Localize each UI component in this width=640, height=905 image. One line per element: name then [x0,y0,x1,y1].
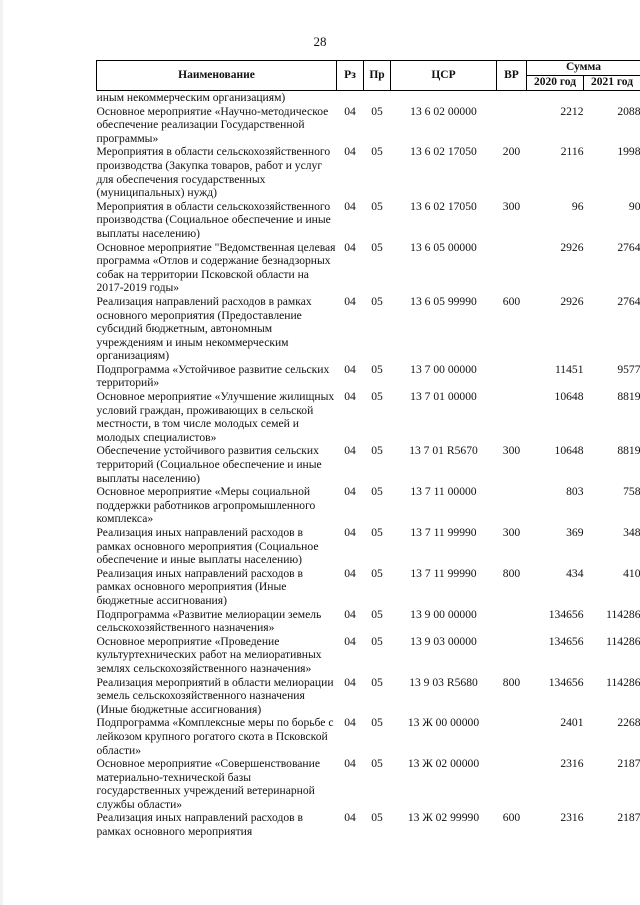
row-sum-2020: 803 [566,485,584,499]
row-vr: 200 [502,145,521,159]
row-sum-2020: 2116 [560,145,584,159]
row-vr [497,485,527,526]
row-rz: 04 [344,294,356,308]
row-name: Основное мероприятие «Проведение культуртехнических работ на мелиоративных землях сельскохозяйственного назначения» [96,634,322,675]
row-name: Обеспечение устойчивого развития сельских территорий (Социальное обеспечение и иные выплаты населению) [96,444,322,485]
row-rz: 04 [344,757,356,771]
row-pr: 05 [371,104,383,118]
table-row [97,444,640,485]
row-pr: 05 [371,390,383,404]
row-sum-2020: 10648 [554,390,584,404]
row-rz [337,91,364,105]
table-row [97,608,640,635]
row-name: Реализация направлений расходов в рамках основного мероприятия (Предоставление субсидий бюджетным, автономным учреждениям и иным некоммерческим организациям) [96,294,312,363]
row-sum-2020: 134656 [548,607,584,621]
row-sum-2021 [584,91,640,105]
row-name: Реализация мероприятий в области мелиорации земель сельскохозяйственного назначения (Иные бюджетные ассигнования) [96,675,334,716]
table-row [97,363,640,390]
row-pr: 05 [371,240,383,254]
row-csr: 13 7 11 99990 [410,566,477,580]
row-csr: 13 9 03 R5680 [409,675,478,689]
row-pr: 05 [371,145,383,159]
row-sum-2020: 134656 [548,634,584,648]
table-row [97,241,640,295]
row-sum-2021: 2088 [617,104,640,118]
table-header [97,61,640,91]
header-pr: Пр [364,61,391,91]
row-sum-2021: 2764 [617,240,640,254]
row-vr: 300 [502,199,521,213]
row-sum-2021: 1998 [617,145,640,159]
row-vr: 300 [502,526,521,539]
row-rz: 04 [344,444,356,458]
row-sum-2020: 134656 [548,675,584,689]
row-sum-2021: 2268 [617,716,640,730]
table-row [97,295,640,363]
row-sum-2021: 2187 [617,811,640,825]
row-name: Мероприятия в области сельскохозяйственного производства (Социальное обеспечение и иные выплаты населению) [96,199,331,240]
row-pr: 05 [371,566,383,580]
table-row [97,145,640,199]
row-pr: 05 [371,362,383,376]
row-csr: 13 6 02 17050 [410,145,477,159]
row-rz: 04 [344,240,356,254]
row-sum-2021: 2764 [617,294,640,308]
row-vr [497,757,527,811]
table-row [97,567,640,608]
table-row [97,811,640,838]
row-name: Основное мероприятие «Совершенствование материально-технической базы государственных учреждений ветеринарной службы области» [96,757,320,811]
row-csr: 13 9 00 00000 [410,607,477,621]
row-name: иным некоммерческим организациям) [96,91,286,104]
row-csr: 13 Ж 00 00000 [407,716,480,730]
table-row [97,91,640,105]
table-row [97,757,640,811]
scan-edge [0,0,3,905]
row-pr: 05 [371,444,383,458]
header-sum: Сумма [527,61,640,76]
row-name: Основное мероприятие "Ведомственная целевая программа «Отлов и содержание безнадзорных собак на территории Псковской области на 2017-2019 годы» [96,240,336,295]
row-pr: 05 [371,716,383,730]
row-sum-2020 [527,91,584,105]
table-row [97,390,640,444]
row-rz: 04 [344,485,356,499]
row-rz: 04 [344,634,356,648]
row-pr: 05 [371,757,383,771]
header-year-2020: 2020 год [527,76,584,91]
row-csr: 13 7 01 00000 [410,390,477,404]
table-body [97,91,640,839]
row-vr: 600 [502,294,521,308]
row-pr: 05 [371,526,383,539]
budget-table [96,60,640,839]
row-csr: 13 6 05 99990 [410,294,477,308]
table-row [97,676,640,717]
row-pr: 05 [371,485,383,499]
row-sum-2021: 114286 [606,675,640,689]
row-name: Основное мероприятие «Улучшение жилищных условий граждан, проживающих в сельской местности, в том числе молодых семей и молодых специалистов» [96,390,335,444]
row-csr: 13 7 00 00000 [410,362,477,376]
row-csr: 13 Ж 02 99990 [407,811,480,825]
row-pr: 05 [371,675,383,689]
row-sum-2020: 2212 [560,104,584,118]
row-name: Мероприятия в области сельскохозяйственного производства (Закупка товаров, работ и услуг для обеспечения государственных (муниципальных) нужд) [96,145,331,200]
row-sum-2021: 348 [623,526,640,539]
row-sum-2021: 2187 [617,757,640,771]
header-name: Наименование [97,61,337,91]
page-number: 28 [313,34,327,49]
row-rz: 04 [344,716,356,730]
row-csr: 13 6 02 00000 [410,104,477,118]
row-vr [497,390,527,444]
row-name: Основное мероприятие «Меры социальной поддержки работников агропромышленного комплекса» [96,485,316,526]
row-sum-2021: 114286 [606,634,640,648]
row-pr: 05 [371,199,383,213]
row-name: Реализация иных направлений расходов в рамках основного мероприятия [96,811,303,839]
row-vr [497,241,527,295]
row-csr: 13 7 11 00000 [410,485,477,499]
header-vr: ВР [497,61,527,91]
row-sum-2020: 11451 [554,362,584,376]
row-name: Реализация иных направлений расходов в рамках основного мероприятия (Иные бюджетные ассигнования) [96,566,303,607]
row-name: Подпрограмма «Комплексные меры по борьбе с лейкозом крупного рогатого скота в Псковской области» [96,716,334,757]
row-sum-2020: 10648 [554,444,584,458]
row-sum-2020: 2316 [560,757,584,771]
row-rz: 04 [344,811,356,825]
row-name: Подпрограмма «Развитие мелиорации земель сельскохозяйственного назначения» [96,607,322,635]
row-csr: 13 7 01 R5670 [409,444,478,458]
row-sum-2020: 434 [566,566,584,580]
row-csr: 13 9 03 00000 [410,634,477,648]
row-vr: 800 [502,566,521,580]
row-sum-2020: 2401 [560,716,584,730]
header-csr: ЦСР [391,61,497,91]
header-rz: Рз [337,61,364,91]
row-rz: 04 [344,607,356,621]
row-vr [497,635,527,676]
row-sum-2021: 8819 [617,444,640,458]
table-row [97,716,640,757]
row-csr [391,91,497,105]
row-vr [497,608,527,635]
row-pr: 05 [371,607,383,621]
row-sum-2020: 2926 [560,240,584,254]
row-name: Реализация иных направлений расходов в рамках основного мероприятия (Социальное обеспечение и иные выплаты населению) [96,526,319,567]
row-sum-2021: 9577 [617,362,640,376]
row-sum-2020: 96 [571,199,584,213]
row-pr [364,91,391,105]
row-rz: 04 [344,145,356,159]
table-row [97,485,640,526]
row-vr [497,105,527,146]
row-sum-2020: 2316 [560,811,584,825]
row-vr: 600 [502,811,521,825]
row-vr [497,363,527,390]
row-sum-2020: 369 [566,526,584,539]
row-vr [497,716,527,757]
table-row [97,200,640,241]
row-csr: 13 6 05 00000 [410,240,477,254]
row-sum-2021: 90 [628,199,640,213]
header-year-2021: 2021 год [584,76,640,91]
row-vr: 800 [502,675,521,689]
row-vr: 300 [502,444,521,458]
row-sum-2021: 758 [623,485,640,499]
row-rz: 04 [344,362,356,376]
row-pr: 05 [371,811,383,825]
row-csr: 13 6 02 17050 [410,199,477,213]
row-sum-2021: 114286 [606,607,640,621]
row-pr: 05 [371,634,383,648]
row-rz: 04 [344,526,356,539]
row-vr [497,91,527,105]
row-rz: 04 [344,566,356,580]
row-pr: 05 [371,294,383,308]
row-csr: 13 Ж 02 00000 [407,757,480,771]
row-rz: 04 [344,199,356,213]
row-name: Подпрограмма «Устойчивое развитие сельских территорий» [96,362,330,390]
row-rz: 04 [344,390,356,404]
table-row [97,526,640,567]
row-sum-2020: 2926 [560,294,584,308]
table-row [97,105,640,146]
row-rz: 04 [344,675,356,689]
row-sum-2021: 410 [623,566,640,580]
row-sum-2021: 8819 [617,390,640,404]
row-name: Основное мероприятие «Научно-методическое обеспечение реализации Государственной программы» [96,104,329,145]
table-row [97,635,640,676]
row-csr: 13 7 11 99990 [410,526,477,539]
row-rz: 04 [344,104,356,118]
